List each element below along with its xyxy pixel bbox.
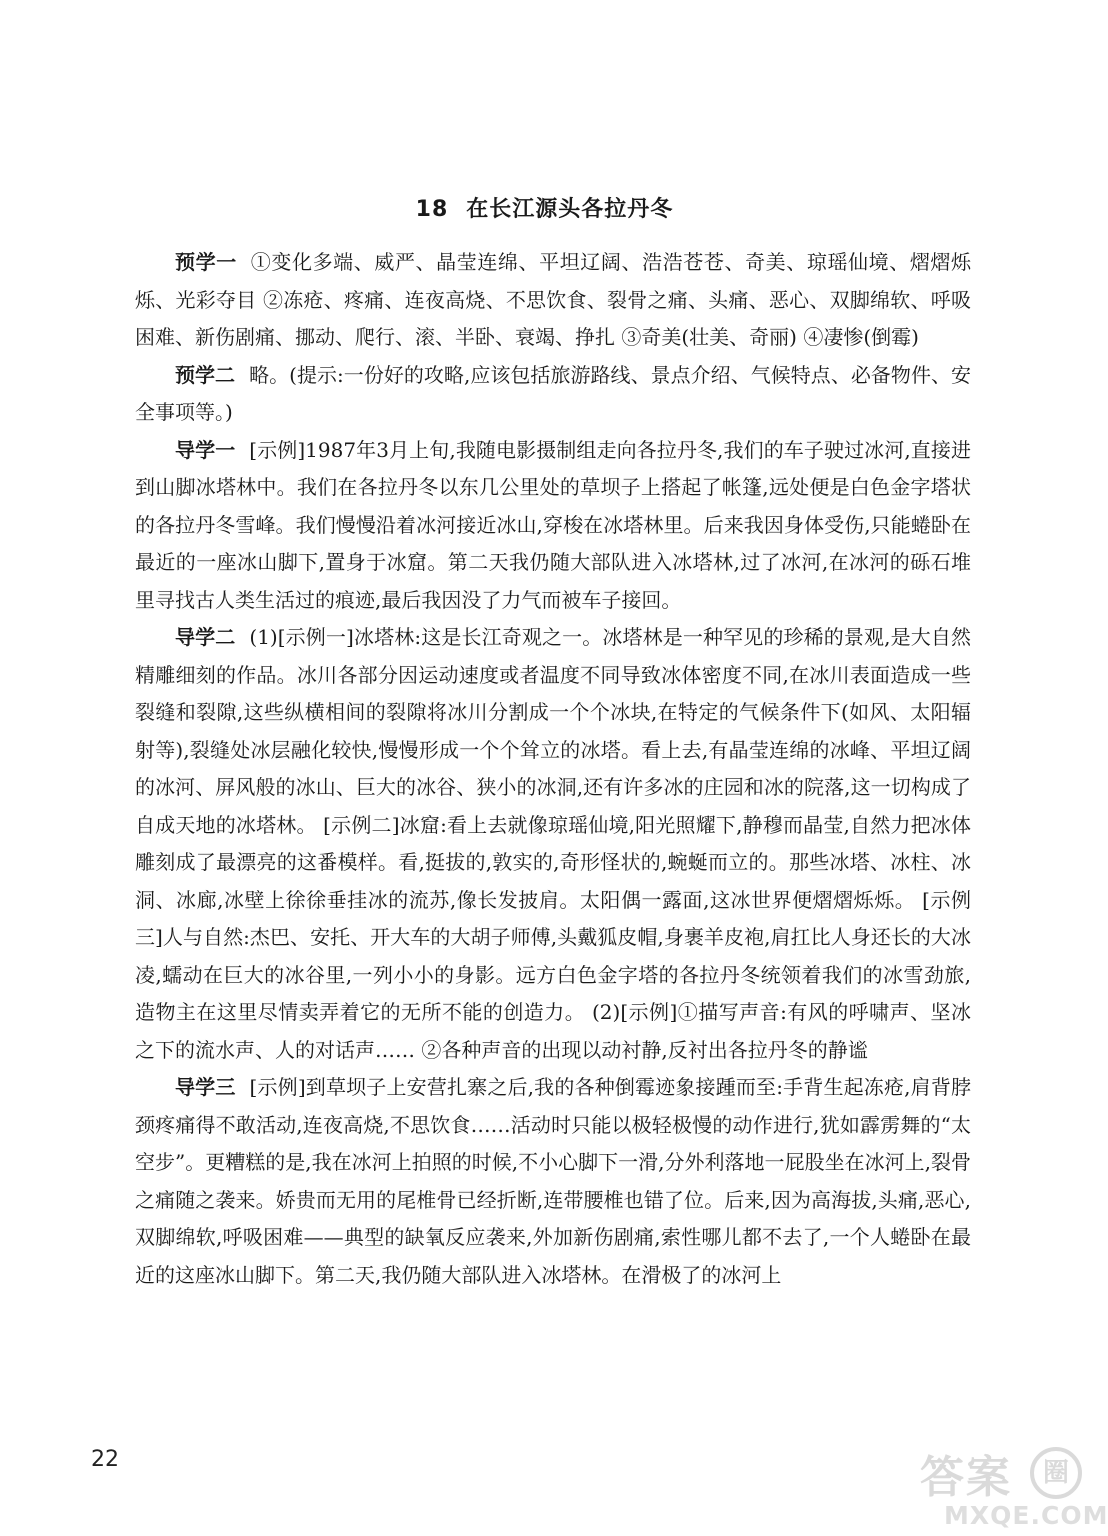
lesson-number: 18 <box>415 197 449 222</box>
answer-content <box>135 244 971 1294</box>
watermark-url: MXQE.COM <box>944 1501 1108 1530</box>
page-title <box>0 192 1089 223</box>
watermark-circle: 圈 <box>1030 1447 1082 1499</box>
lesson-title: 在长江源头各拉丹冬 <box>466 197 674 222</box>
section-yuxue-1 <box>135 244 971 357</box>
section-label: 预学二 <box>175 362 236 387</box>
section-label: 导学二 <box>175 625 236 649</box>
section-text: (1)[示例一]冰塔林:这是长江奇观之一。冰塔林是一种罕见的珍稀的景观,是大自然精雕细刻的作品。冰川各部分因运动速度或者温度不同导致冰体密度不同,在冰川表面造成一些裂缝和裂隙,这些纵横相间的裂隙将冰川分割成一个个冰块,在特定的气候条件下(如风、太阳辐射等),裂缝处冰层融化较快,慢慢形成一个个耸立的冰塔。看上去,有晶莹连绵的冰峰、平坦辽阔的冰河、屏风般的冰山、巨大的冰谷、狭小的冰洞,还有许多冰的庄园和冰的院落,这一切构成了自成天地的冰塔林。 [示例二]冰窟:看上去就像琼瑶仙境,阳光照耀下,静穆而晶莹,自然力把冰体雕刻成了最漂亮的这番模样。看,挺拔的,敦实的,奇形怪状的,蜿蜒而立的。那些冰塔、冰柱、冰洞、冰廊,冰壁上徐徐垂挂冰的流苏,像长发披肩。太阳偶一露面,这冰世界便熠熠烁烁。 [示例三]人与自然:杰巴、安托、开大车的大胡子师傅,头戴狐皮帽,身裹羊皮袍,肩扛比人身还长的大冰凌,蠕动在巨大的冰谷里,一列小小的身影。远方白色金字塔的各拉丹冬统领着我们的冰雪劲旅,造物主在这里尽情卖弄着它的无所不能的创造力。 (2)[示例]①描写声音:有风的呼啸声、坚冰之下的流水声、人的对话声…… ②各种声音的出现以动衬静,反衬出各拉丹冬的静谧 <box>135 625 972 1062</box>
section-daoxue-2 <box>135 619 971 1069</box>
section-daoxue-1 <box>135 432 971 620</box>
section-label: 导学一 <box>175 437 236 462</box>
section-label: 预学一 <box>175 250 237 274</box>
section-label: 导学三 <box>175 1075 236 1099</box>
section-daoxue-3 <box>135 1069 971 1294</box>
page-number: 22 <box>91 1447 119 1472</box>
section-yuxue-2 <box>135 357 971 432</box>
watermark-text: 答案 <box>920 1452 1012 1503</box>
section-text: [示例]1987年3月上旬,我随电影摄制组走向各拉丹冬,我们的车子驶过冰河,直接进到山脚冰塔林中。我们在各拉丹冬以东几公里处的草坝子上搭起了帐篷,远处便是白色金字塔状的各拉丹冬雪峰。我们慢慢沿着冰河接近冰山,穿梭在冰塔林里。后来我因身体受伤,只能蜷卧在最近的一座冰山脚下,置身于冰窟。第二天我仍随大部队进入冰塔林,过了冰河,在冰河的砾石堆里寻找古人类生活过的痕迹,最后我因没了力气而被车子接回。 <box>135 437 972 612</box>
section-text: [示例]到草坝子上安营扎寨之后,我的各种倒霉迹象接踵而至:手背生起冻疮,肩背脖颈疼痛得不敢活动,连夜高烧,不思饮食……活动时只能以极轻极慢的动作进行,犹如霹雳舞的“太空步”。更糟糕的是,我在冰河上拍照的时候,不小心脚下一滑,分外利落地一屁股坐在冰河上,裂骨之痛随之袭来。娇贵而无用的尾椎骨已经折断,连带腰椎也错了位。后来,因为高海拔,头痛,恶心,双脚绵软,呼吸困难——典型的缺氧反应袭来,外加新伤剧痛,索性哪儿都不去了,一个人蜷卧在最近的这座冰山脚下。第二天,我仍随大部队进入冰塔林。在滑极了的冰河上 <box>135 1075 972 1287</box>
section-text: 略。(提示:一份好的攻略,应该包括旅游路线、景点介绍、气候特点、必备物件、安全事项等。) <box>135 362 972 424</box>
watermark-logo <box>912 1441 1108 1533</box>
section-text: ①变化多端、威严、晶莹连绵、平坦辽阔、浩浩苍苍、奇美、琼瑶仙境、熠熠烁烁、光彩夺目 ②冻疮、疼痛、连夜高烧、不思饮食、裂骨之痛、头痛、恶心、双脚绵软、呼吸困难、新伤剧痛、挪动、爬行、滚、半卧、衰竭、挣扎 ③奇美(壮美、奇丽) ④凄惨(倒霉) <box>135 250 972 349</box>
